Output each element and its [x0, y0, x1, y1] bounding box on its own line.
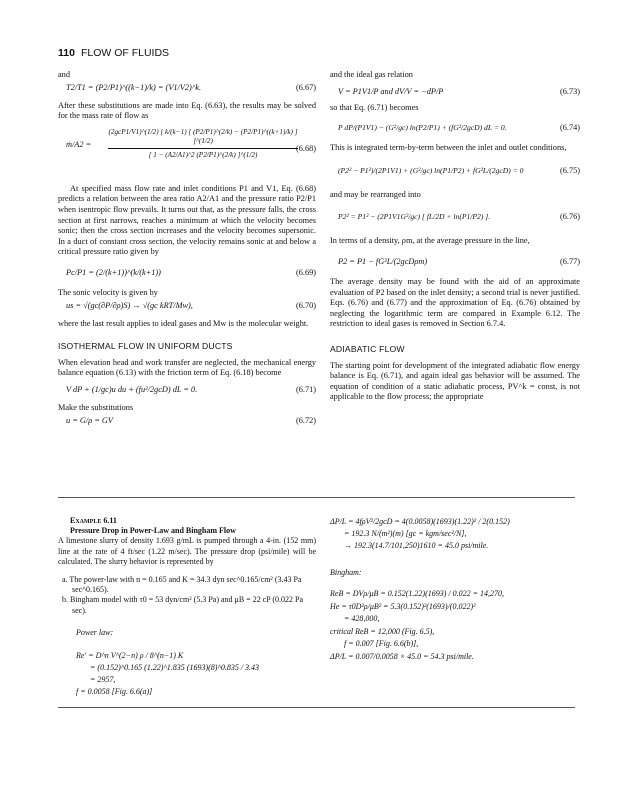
- equation-expr: P2² = P1² − (2P1V1G²/gc) [ fL/2D + ln(P1/P2) ].: [338, 212, 491, 222]
- equation-expr: Pc/P1 = (2/(k+1))^(k/(k+1)): [66, 267, 161, 277]
- calc-line: = 2957,: [90, 675, 116, 685]
- paragraph: where the last result applies to ideal gases and Mw is the molecular weight.: [58, 318, 309, 328]
- equation-6-73: [330, 81, 580, 103]
- calc-line: critical ReB = 12,000 (Fig. 6.5),: [330, 626, 435, 636]
- calc-line: = (0.152)^0.165 (1.22)^1.835 (1693)(8)^0.835 / 3.43: [90, 663, 260, 673]
- paragraph: At specified mass flow rate and inlet conditions P1 and V1, Eq. (6.68) predicts a relation between the area ratio A2/A1 and the pressure ratio P2/P1 when isentropic flow prevails. It turns out that, as the pressure falls, the cross section at first narrows, reaches a minimum at which the velocity becomes sonic; then the cross section increases and the velocity becomes supersonic. In a duct of constant cross section, the velocity remains sonic at and below a critical pressure ratio given by: [58, 183, 316, 257]
- paragraph: Make the substitutions: [58, 402, 134, 412]
- example-item-a: a. The power-law with n = 0.165 and K = 34.3 dyn sec^0.165/cm² (3.43 Pa sec^0.165).: [62, 575, 302, 595]
- example-left: [58, 516, 316, 698]
- calc-line: f = 0.0058 [Fig. 6.6(a)]: [76, 687, 153, 697]
- equation-number: (6.75): [559, 165, 580, 175]
- equation-number: (6.71): [295, 384, 316, 394]
- equation-6-72: [58, 414, 316, 434]
- equation-6-70: [58, 299, 316, 319]
- equation-expr: us = √(gc(∂P/∂ρ)S) → √(gc kRT/Mw),: [66, 300, 193, 310]
- equation-6-75: [330, 154, 580, 190]
- equation-6-67: [58, 81, 316, 101]
- power-law-pressure-drop: [330, 516, 580, 552]
- example-bottom-rule: [58, 707, 575, 708]
- section-heading-isothermal: ISOTHERMAL FLOW IN UNIFORM DUCTS: [58, 341, 233, 352]
- calc-line: = 192.3 N/(m²)(m) [gc = kgm/sec²/N],: [344, 529, 467, 538]
- equation-6-68: [58, 122, 316, 184]
- paragraph: The average density may be found with the aid of an approximate evaluation of P2 based on the inlet density; a second trial is never justified. Eqs. (6.76) and (6.77) and the approximation of Eq. (6.76) obtained by neglecting the logarithmic term are compared in Example 6.12. The restriction to ideal gases is removed in Section 6.7.4.: [330, 276, 580, 329]
- equation-6-69: [58, 258, 316, 288]
- paragraph: The starting point for development of the integrated adiabatic flow energy balance is Eq. (6.71), and again ideal gas behavior will be assumed. The equation of condition of a static adiabatic process, PV^k = const, is not applicable to the flow process; the appropriate: [330, 360, 580, 402]
- fraction-numerator: (2gcP1/V1)^(1/2) [ k/(k−1) [ (P2/P1)^(2/k) − (P2/P1)^((k+1)/k) ] ]^(1/2): [108, 128, 298, 149]
- equation-expr: u = G/ρ = GV: [66, 415, 113, 425]
- calc-line: ΔP/L = 0.007/0.0058 × 45.0 = 54.3 psi/mile.: [330, 651, 474, 661]
- running-header: [58, 47, 169, 59]
- example-right: [330, 516, 580, 663]
- equation-expr: V = P1V1/P and dV/V = −dP/P: [338, 86, 444, 96]
- equation-number: (6.74): [559, 123, 580, 133]
- example-top-rule: [58, 497, 575, 498]
- power-law-calc: [76, 650, 316, 698]
- equation-number: (6.73): [559, 86, 580, 96]
- equation-expr: P2 = P1 − fG²L/(2gcDρm): [338, 256, 428, 266]
- equation-expr: (P2² − P1²)/(2P1V1) + (G²/gc) ln(P1/P2) + fG²L/(2gcD) = 0: [338, 165, 524, 175]
- example-item-b: b. Bingham model with τ0 = 53 dyn/cm² (5.3 Pa) and μB = 22 cP (0.022 Pa sec).: [62, 595, 304, 615]
- equation-6-77: [330, 247, 580, 277]
- paragraph: and may be rearranged into: [330, 189, 421, 199]
- equation-number: (6.67): [295, 82, 316, 92]
- equation-expr: T2/T1 = (P2/P1)^((k−1)/k) = (V1/V2)^k.: [66, 82, 202, 92]
- equation-expr: V dP + (1/gc)u du + (fu²/2gcD) dL = 0.: [66, 384, 198, 394]
- paragraph: When elevation head and work transfer are neglected, the mechanical energy balance equation (6.13) with the friction term of Eq. (6.18) become: [58, 357, 316, 378]
- calc-line: f = 0.007 [Fig. 6.6(b)],: [344, 639, 419, 649]
- left-column: [58, 70, 316, 434]
- example-intro: A limestone slurry of density 1.693 g/mL is pumped through a 4-in. (152 mm) line at the rate of 4 ft/sec (1.22 m/sec). The pressure drop (psi/mile) will be calculated. The slurry behavior is represented by: [58, 536, 316, 566]
- calc-line: Re′ = D^n V^(2−n) ρ / 8^(n−1) K: [76, 651, 184, 661]
- text-and: and: [58, 70, 70, 79]
- calc-line: ΔP/L = 4fρV²/2gcD = 4(0.0058)(1693)(1.22)² / 2(0.152): [330, 517, 510, 526]
- equation-6-71: [58, 379, 316, 403]
- section-heading-adiabatic: ADIABATIC FLOW: [330, 343, 405, 354]
- calc-line: = 428,000,: [344, 614, 380, 624]
- equation-6-76: [330, 200, 580, 236]
- equation-number: (6.77): [559, 256, 580, 266]
- equation-expr: P dP/(P1V1) − (G²/gc) ln(P2/P1) + (fG²/2gcD) dL = 0.: [338, 123, 507, 133]
- equation-number: (6.69): [295, 267, 316, 277]
- power-law-label: Power law:: [76, 627, 114, 637]
- example-title: Example 6.11: [70, 516, 117, 525]
- paragraph: and the ideal gas relation: [330, 70, 413, 79]
- paragraph: After these substitutions are made into Eq. (6.63), the results may be solved for the mass rate of flow as: [58, 100, 316, 121]
- paragraph: The sonic velocity is given by: [58, 287, 158, 297]
- running-title: FLOW OF FLUIDS: [80, 47, 170, 59]
- equation-fraction: [108, 128, 298, 160]
- paragraph: This is integrated term-by-term between the inlet and outlet conditions,: [330, 143, 567, 153]
- equation-number: (6.68): [295, 143, 316, 153]
- calc-line: ReB = DVρ/μB = 0.152(1.22)(1693) / 0.022 = 14,270,: [330, 589, 505, 599]
- equation-number: (6.72): [295, 415, 316, 425]
- example-subtitle: Pressure Drop in Power-Law and Bingham Flow: [70, 526, 236, 536]
- equation-number: (6.76): [559, 212, 580, 222]
- example-items: [58, 575, 316, 616]
- equation-lhs: ṁ/A2 =: [66, 139, 92, 149]
- equation-number: (6.70): [295, 300, 316, 310]
- paragraph: In terms of a density, ρm, at the average pressure in the line,: [330, 236, 530, 246]
- calc-line: He = τ0D²ρ/μB² = 5.3(0.152)²(1693)/(0.022)²: [330, 601, 476, 611]
- right-column: [330, 70, 580, 403]
- equation-6-74: [330, 113, 580, 143]
- bingham-label: Bingham:: [330, 568, 362, 577]
- fraction-denominator: [ 1 − (A2/A1)^2 (P2/P1)^(2/k) ]^(1/2): [148, 150, 258, 159]
- page-number: 110: [58, 47, 75, 59]
- paragraph: so that Eq. (6.71) becomes: [330, 102, 419, 112]
- calc-line: → 192.3(14.7/101,250)1610 = 45.0 psi/mile.: [344, 541, 489, 550]
- bingham-calc: [330, 588, 580, 663]
